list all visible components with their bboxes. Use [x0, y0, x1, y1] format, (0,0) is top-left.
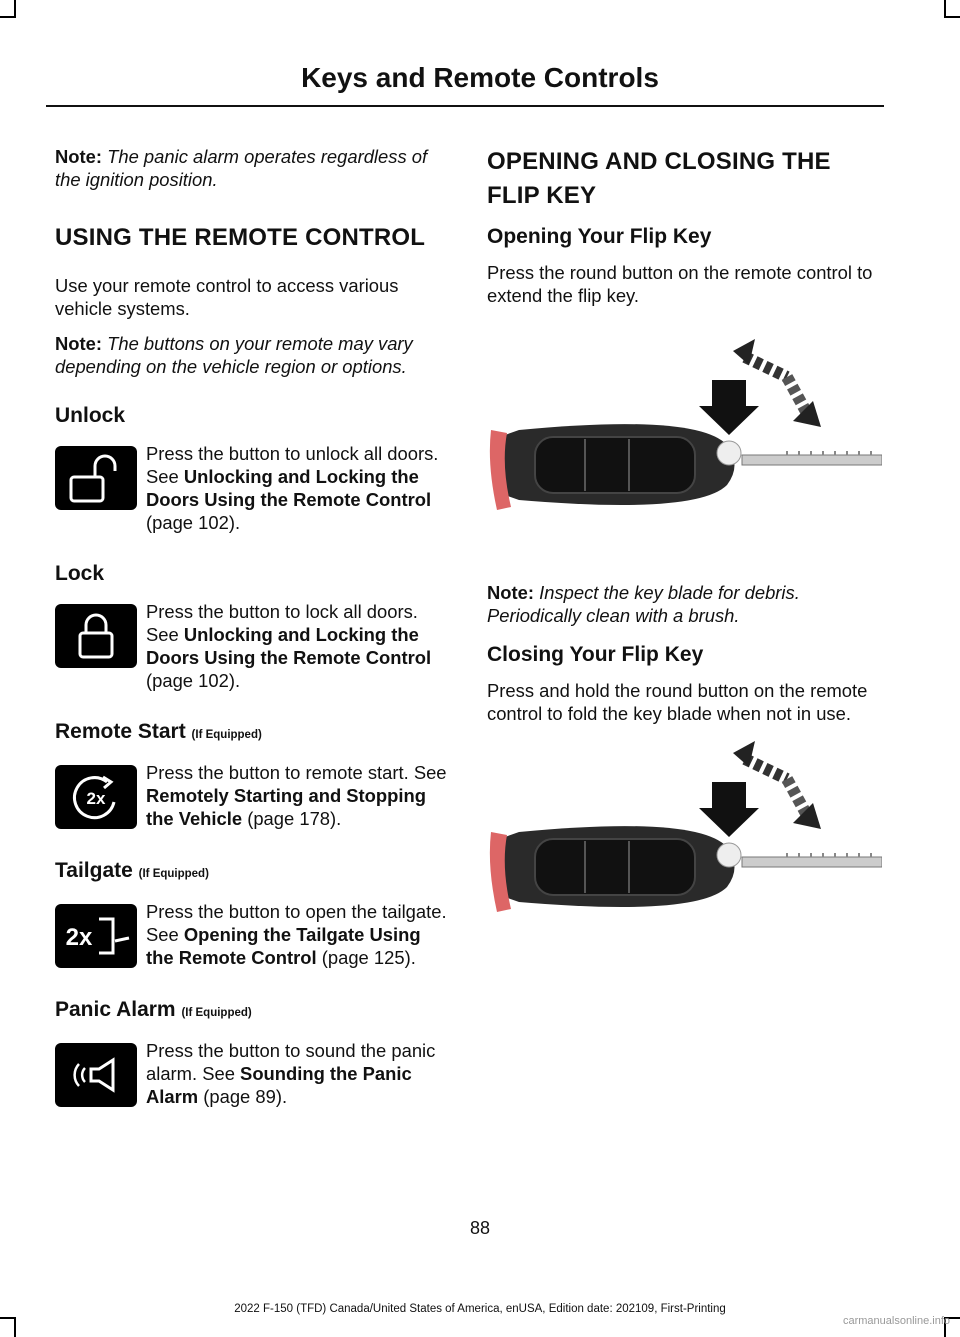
note-label: Note:	[487, 582, 534, 603]
remote-start-text-post: (page 178).	[242, 808, 342, 829]
panic-alarm-icon	[55, 1043, 137, 1107]
unlock-item	[55, 442, 450, 534]
heading-closing-flip-key: Closing Your Flip Key	[487, 643, 704, 666]
heading-lock: Lock	[55, 562, 105, 585]
header-rule	[46, 105, 884, 107]
heading-panic-alarm	[55, 996, 450, 1027]
lock-item	[55, 600, 450, 692]
crop-mark	[0, 16, 16, 18]
note-label: Note:	[55, 146, 102, 167]
note-label: Note:	[55, 333, 102, 354]
opening-text: Press the round button on the remote control to extend the flip key.	[487, 262, 873, 306]
right-column	[487, 145, 887, 927]
heading-tailgate	[55, 857, 450, 888]
section-title-flip-key: OPENING AND CLOSING THE FLIP KEY	[487, 148, 831, 209]
panic-text-post: (page 89).	[198, 1086, 288, 1107]
remote-start-link[interactable]: Remotely Starting and Stopping the Vehicle	[146, 785, 426, 829]
crop-mark	[14, 1317, 16, 1337]
closing-text: Press and hold the round button on the remote control to fold the key blade when not in use.	[487, 680, 868, 724]
note-text: The buttons on your remote may vary depending on the vehicle region or options.	[55, 333, 413, 377]
heading-unlock: Unlock	[55, 404, 126, 427]
unlock-link[interactable]: Unlocking and Locking the Doors Using the Remote Control	[146, 466, 432, 510]
left-column	[55, 145, 450, 1109]
panic-link[interactable]: Sounding the Panic Alarm	[146, 1063, 412, 1107]
if-equipped-label: (If Equipped)	[191, 729, 262, 741]
heading-opening-flip-key: Opening Your Flip Key	[487, 225, 712, 248]
panic-note	[55, 145, 450, 191]
tailgate-heading: Tailgate	[55, 859, 133, 882]
tailgate-text-pre: Press the button to open the tailgate. See	[146, 901, 447, 945]
remote-start-heading: Remote Start	[55, 720, 186, 743]
crop-mark	[0, 1317, 16, 1319]
unlock-text-post: (page 102).	[146, 512, 241, 533]
section-title-using-remote: USING THE REMOTE CONTROL	[55, 224, 426, 251]
intro-text: Use your remote control to access various vehicle systems.	[55, 275, 399, 319]
page-header: Keys and Remote Controls	[301, 62, 659, 93]
tailgate-icon-label: 2x	[65, 924, 93, 951]
lock-text-post: (page 102).	[146, 670, 241, 691]
watermark: carmanualsonline.info	[842, 1315, 950, 1327]
panic-text-pre: Press the button to sound the panic alarm. See	[146, 1040, 436, 1084]
tailgate-icon	[55, 904, 137, 968]
page-number: 88	[469, 1218, 491, 1238]
remote-start-item	[55, 761, 450, 831]
flip-key-close-figure	[487, 737, 882, 927]
unlock-text-pre: Press the button to unlock all doors. See	[146, 443, 439, 487]
panic-item	[55, 1039, 450, 1109]
if-equipped-label: (If Equipped)	[181, 1007, 252, 1019]
buttons-note	[55, 332, 450, 378]
edition-line: 2022 F-150 (TFD) Canada/United States of America, enUSA, Edition date: 202109, First-Printing	[234, 1303, 726, 1315]
if-equipped-label: (If Equipped)	[138, 868, 209, 880]
lock-text-pre: Press the button to lock all doors. See	[146, 601, 418, 645]
note-text: Inspect the key blade for debris. Periodically clean with a brush.	[487, 582, 800, 626]
lock-icon	[55, 604, 137, 668]
note-text: The panic alarm operates regardless of the ignition position.	[55, 146, 428, 190]
tailgate-item	[55, 900, 450, 970]
unlock-icon	[55, 446, 137, 510]
tailgate-text-post: (page 125).	[316, 947, 416, 968]
remote-start-icon-label: 2x	[86, 789, 106, 808]
heading-remote-start	[55, 718, 450, 749]
tailgate-link[interactable]: Opening the Tailgate Using the Remote Control	[146, 924, 421, 968]
lock-link[interactable]: Unlocking and Locking the Doors Using the Remote Control	[146, 624, 432, 668]
flip-key-open-figure	[487, 335, 882, 525]
remote-start-icon	[55, 765, 137, 829]
debris-note	[487, 581, 887, 627]
remote-start-text-pre: Press the button to remote start. See	[146, 762, 447, 783]
crop-mark	[944, 16, 960, 18]
panic-heading: Panic Alarm	[55, 998, 176, 1021]
